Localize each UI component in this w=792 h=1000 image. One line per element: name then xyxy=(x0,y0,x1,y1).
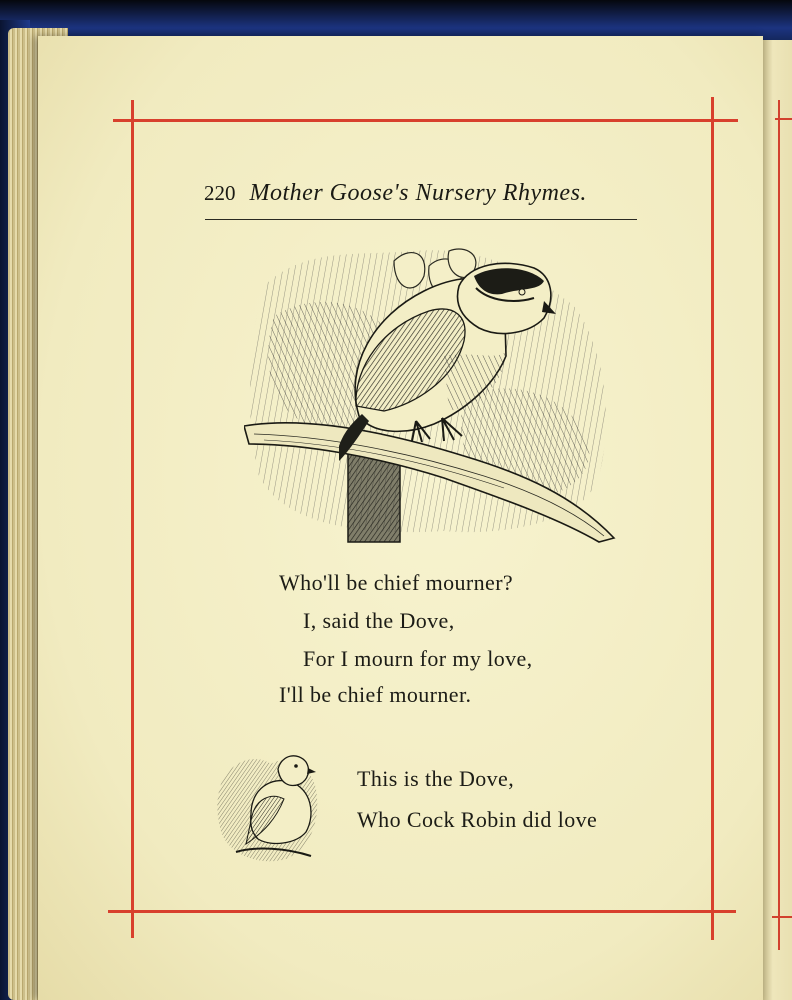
header-rule xyxy=(205,219,637,220)
verse-line-4: I'll be chief mourner. xyxy=(279,682,472,707)
verse-line-3: For I mourn for my love, xyxy=(303,646,533,671)
small-dove-vignette xyxy=(216,744,322,866)
caption-line-2: Who Cock Robin did love xyxy=(357,807,598,832)
next-page-border-rule-top xyxy=(775,118,792,120)
next-page-edge xyxy=(760,40,792,1000)
page-number: 220 xyxy=(204,181,236,205)
border-rule-left xyxy=(131,100,134,938)
border-rule-bottom xyxy=(108,910,736,913)
verse-line-2: I, said the Dove, xyxy=(303,608,455,633)
verse-line-1: Who'll be chief mourner? xyxy=(279,570,514,595)
border-rule-top xyxy=(113,119,738,122)
next-page-border-rule-bottom xyxy=(772,916,792,918)
border-rule-right xyxy=(711,97,714,940)
dove-engraving xyxy=(244,246,616,544)
running-header xyxy=(204,180,644,214)
next-page-border-rule xyxy=(778,100,780,950)
running-title: Mother Goose's Nursery Rhymes. xyxy=(249,180,587,206)
book-cover-top xyxy=(0,0,792,40)
caption-line-1: This is the Dove, xyxy=(357,766,515,791)
